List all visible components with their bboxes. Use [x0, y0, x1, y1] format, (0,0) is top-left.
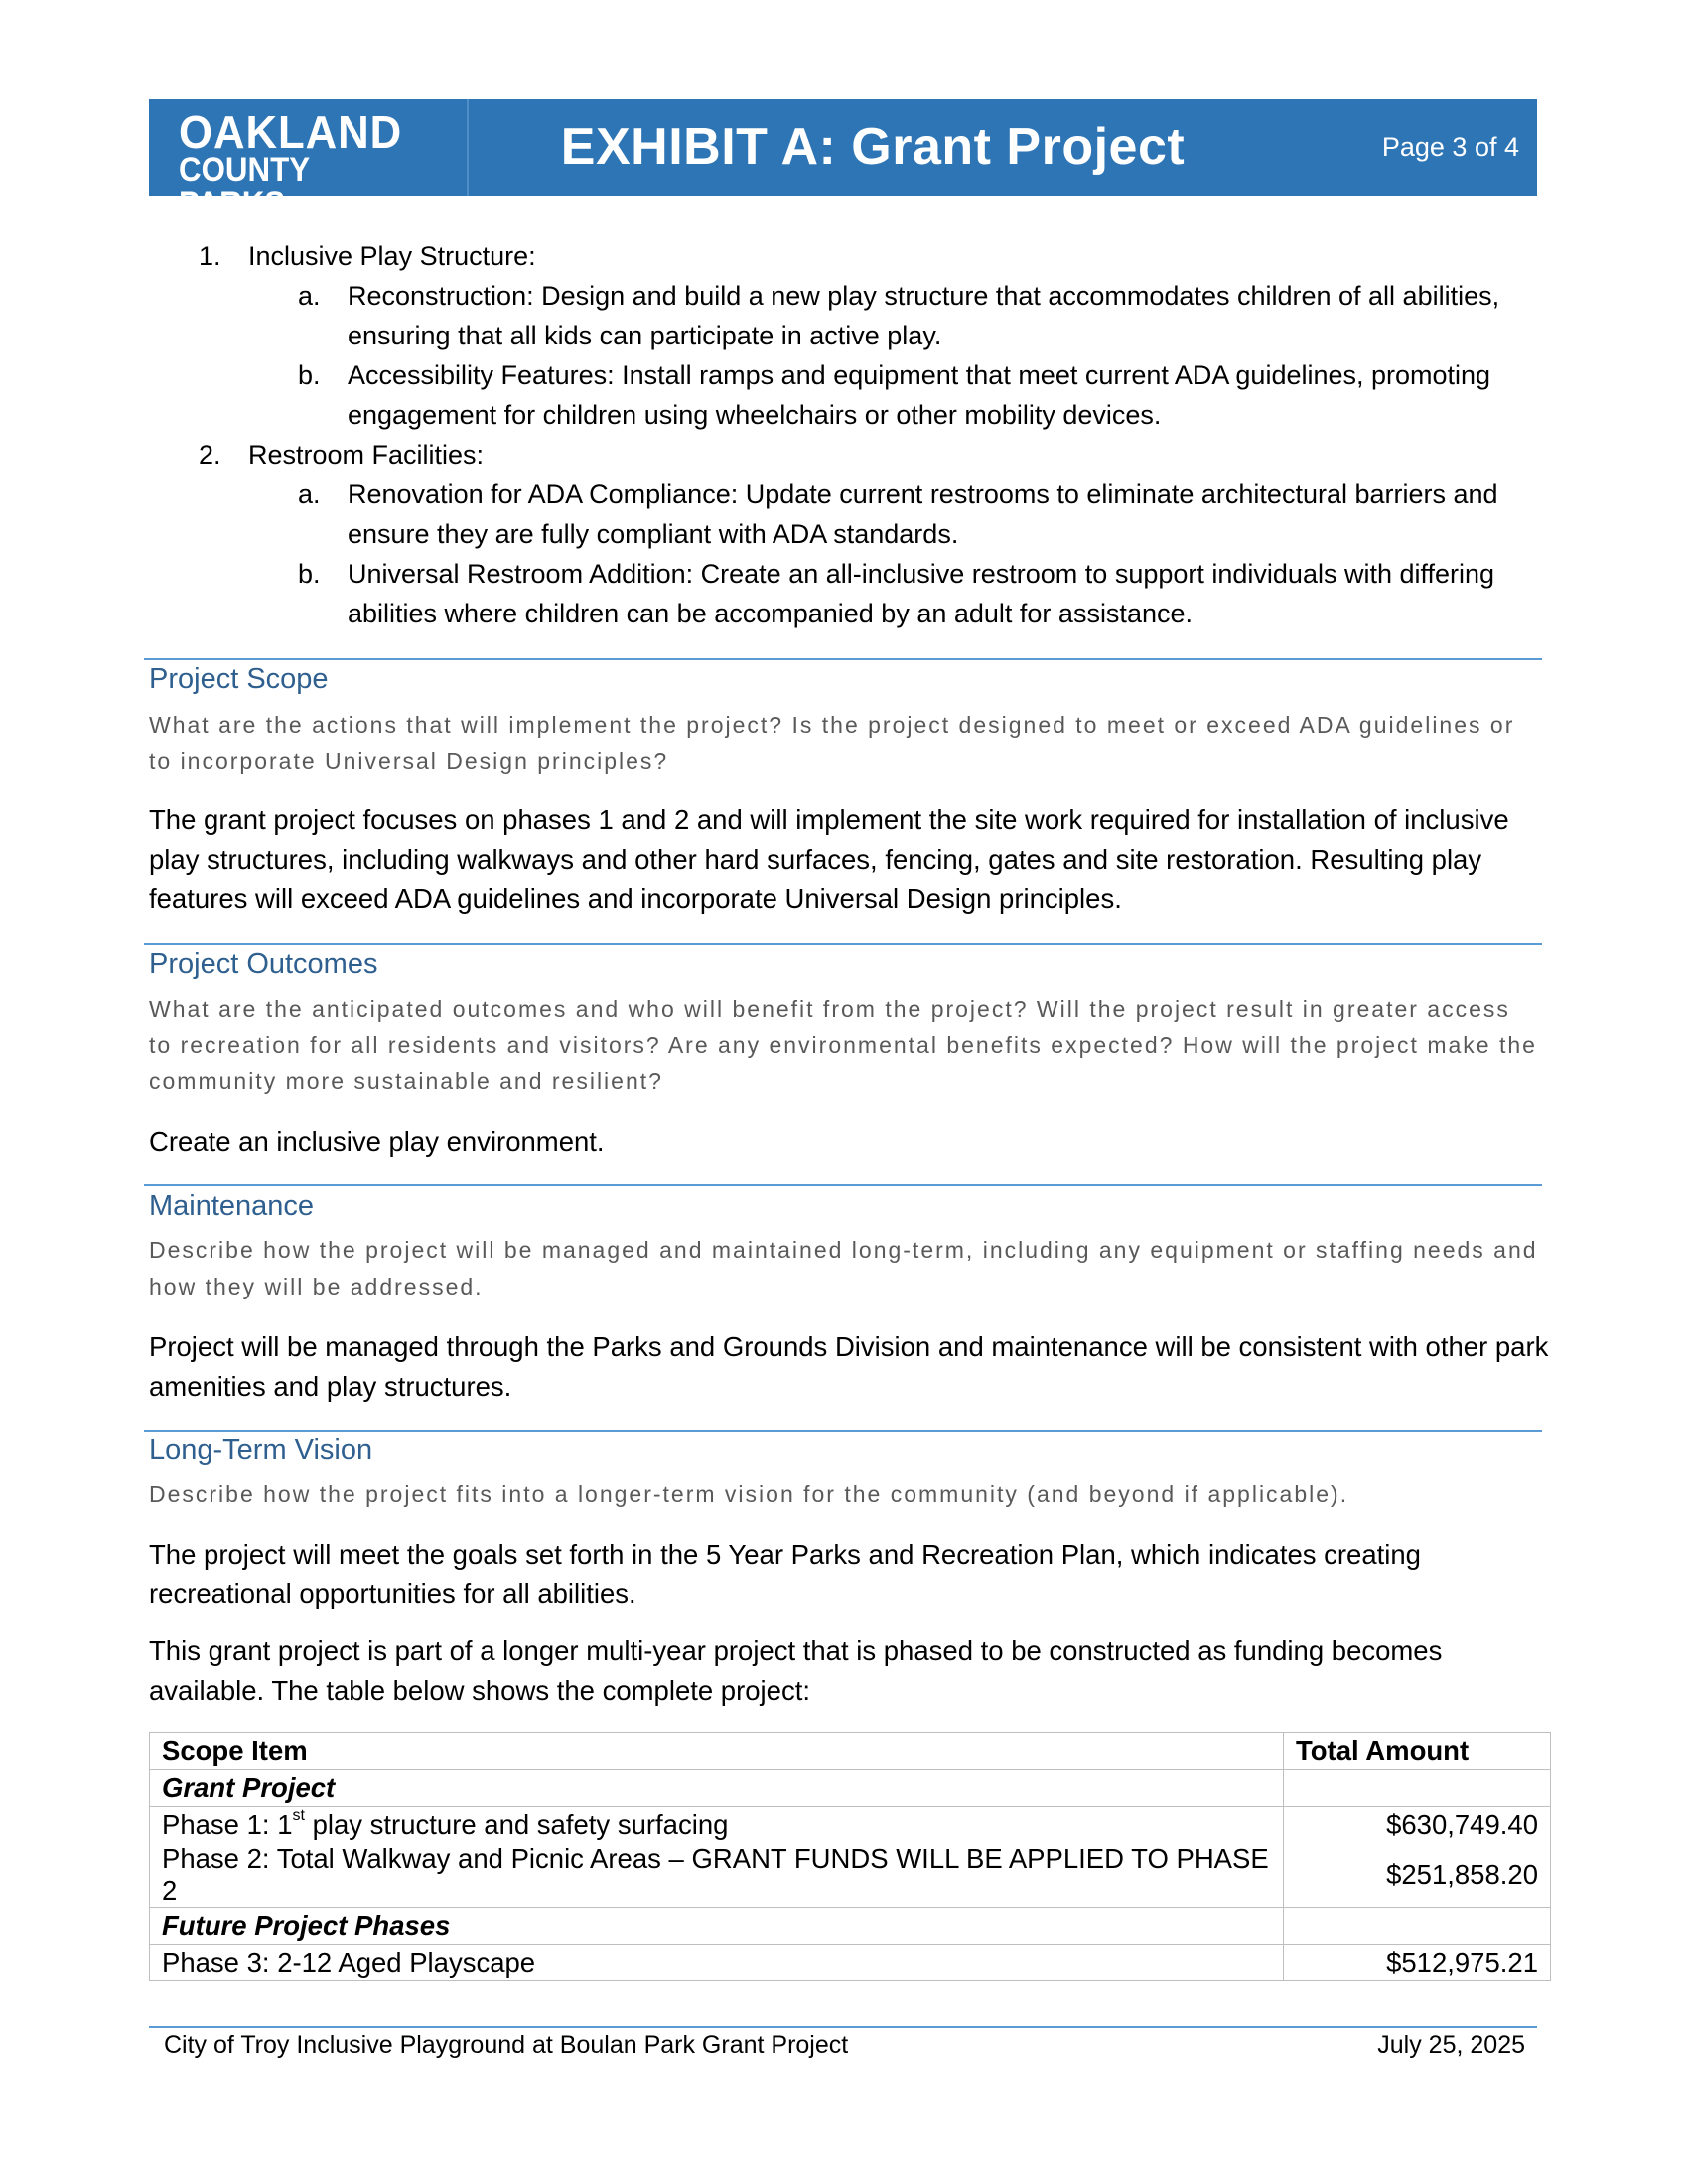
- list-number: 2.: [199, 440, 221, 470]
- amount-cell: $251,858.20: [1284, 1843, 1551, 1908]
- list-item: [149, 435, 1539, 475]
- section-question: What are the actions that will implement the project? Is the project designed to meet or exceed ADA guidelines or to incorporate Universal Design principles?: [149, 712, 1515, 774]
- list-number: 1.: [199, 241, 221, 271]
- section-divider: [144, 943, 1542, 945]
- page-title: EXHIBIT A: Grant Project: [560, 118, 1186, 176]
- logo-line-1: OAKLAND: [179, 106, 403, 158]
- table-row: [150, 1945, 1551, 1981]
- footer-divider: [149, 2026, 1537, 2028]
- list-item: [149, 236, 1539, 276]
- sub-list-text: Accessibility Features: Install ramps and equipment that meet current ADA guidelines, promoting engagement for children using wheelchairs or other mobility devices.: [348, 360, 1491, 430]
- section-body: Project will be managed through the Parks and Grounds Division and maintenance will be consistent with other park amenities and play structures.: [149, 1331, 1549, 1402]
- footer-project-name: City of Troy Inclusive Playground at Boulan Park Grant Project: [164, 2031, 849, 2059]
- ordinal-suffix: st: [292, 1807, 305, 1824]
- group-label: Future Project Phases: [150, 1908, 1284, 1945]
- section-question: Describe how the project fits into a longer-term vision for the community (and beyond if applicable).: [149, 1481, 1349, 1507]
- table-row: [150, 1807, 1551, 1843]
- header-banner: [149, 99, 1537, 222]
- scope-table: [149, 1732, 1551, 1981]
- sub-list-text: Universal Restroom Addition: Create an all-inclusive restroom to support individuals with differing abilities where children can be accompanied by an adult for assistance.: [348, 559, 1495, 628]
- table-header-row: [150, 1733, 1551, 1770]
- section-heading-project-scope: Project Scope: [149, 663, 329, 695]
- amount-cell: $630,749.40: [1284, 1807, 1551, 1843]
- sub-list-item: [149, 475, 1539, 554]
- list-item-label: Restroom Facilities:: [248, 440, 485, 470]
- table-group-row: [150, 1908, 1551, 1945]
- section-body: This grant project is part of a longer multi-year project that is phased to be constructed as funding becomes available. The table below shows the complete project:: [149, 1635, 1443, 1706]
- table-group-row: [150, 1770, 1551, 1807]
- list-item-label: Inclusive Play Structure:: [248, 241, 536, 271]
- section-heading-project-outcomes: Project Outcomes: [149, 948, 378, 980]
- section-body: The grant project focuses on phases 1 and 2 and will implement the site work required for installation of inclusive play structures, including walkways and other hard surfaces, fencing, gates and site restoration. Resulting play features will exceed ADA guidelines and incorporate Universal Design principles.: [149, 804, 1509, 914]
- empty-cell: [1284, 1770, 1551, 1807]
- footer-date: July 25, 2025: [1377, 2031, 1525, 2059]
- sub-list-item: [149, 355, 1539, 435]
- sub-list-item: [149, 276, 1539, 355]
- column-header-scope-item: Scope Item: [150, 1733, 1284, 1770]
- section-divider: [144, 1430, 1542, 1432]
- sub-list-letter: b.: [298, 360, 321, 390]
- section-heading-long-term-vision: Long-Term Vision: [149, 1434, 373, 1466]
- sub-list-letter: b.: [298, 559, 321, 589]
- scope-item-cell: [150, 1807, 1284, 1843]
- sub-list-letter: a.: [298, 281, 321, 311]
- sub-list-text: Reconstruction: Design and build a new play structure that accommodates children of all abilities, ensuring that all kids can participate in active play.: [348, 281, 1500, 350]
- scope-item-text: play structure and safety surfacing: [304, 1809, 729, 1840]
- section-question: What are the anticipated outcomes and who will benefit from the project? Will the project result in greater access to recreation for all residents and visitors? Are any environmental benefits expected? How will the project make the community more sustainable and resilient?: [149, 996, 1537, 1094]
- empty-cell: [1284, 1908, 1551, 1945]
- scope-item-text: Phase 1: 1: [162, 1809, 293, 1840]
- section-divider: [144, 658, 1542, 660]
- section-question: Describe how the project will be managed and maintained long-term, including any equipment or staffing needs and how they will be addressed.: [149, 1237, 1538, 1299]
- sub-list-text: Renovation for ADA Compliance: Update current restrooms to eliminate architectural barriers and ensure they are fully compliant with ADA standards.: [348, 479, 1498, 549]
- section-body: Create an inclusive play environment.: [149, 1126, 605, 1157]
- amount-cell: $512,975.21: [1284, 1945, 1551, 1981]
- group-label: Grant Project: [150, 1770, 1284, 1807]
- sub-list-letter: a.: [298, 479, 321, 509]
- section-heading-maintenance: Maintenance: [149, 1190, 315, 1222]
- column-header-total-amount: Total Amount: [1284, 1733, 1551, 1770]
- section-body: The project will meet the goals set forth in the 5 Year Parks and Recreation Plan, which indicates creating recreational opportunities for all abilities.: [149, 1539, 1421, 1609]
- oakland-county-parks-logo: [179, 106, 427, 222]
- scope-item-cell: Phase 3: 2-12 Aged Playscape: [150, 1945, 1284, 1981]
- project-components-list: [149, 236, 1539, 633]
- section-divider: [144, 1184, 1542, 1186]
- sub-list-item: [149, 554, 1539, 633]
- table-row: [150, 1843, 1551, 1908]
- scope-item-cell: Phase 2: Total Walkway and Picnic Areas – GRANT FUNDS WILL BE APPLIED TO PHASE 2: [150, 1843, 1284, 1908]
- page-number: Page 3 of 4: [1381, 132, 1519, 162]
- logo-line-2: COUNTY PARKS: [179, 151, 310, 222]
